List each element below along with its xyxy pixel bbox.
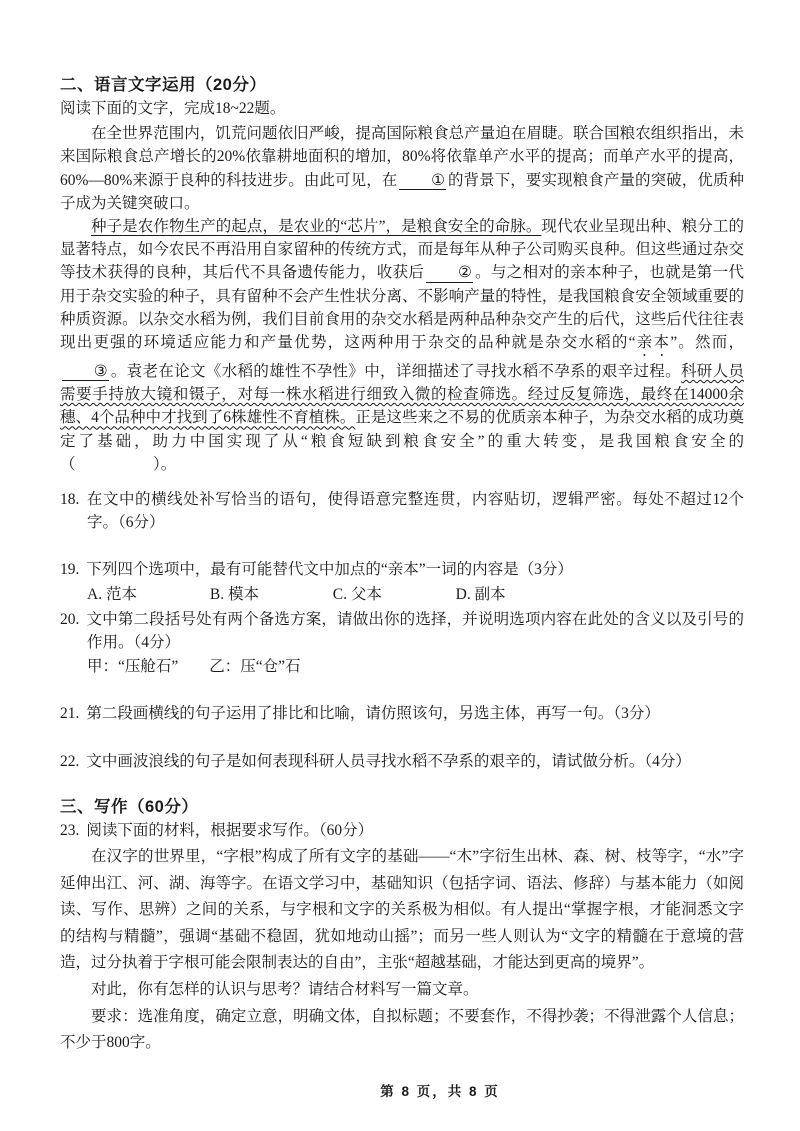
- material-paragraph-3: 要求：选准角度，确定立意，明确文体，自拟标题；不要套作，不得抄袭；不得泄露个人信息；不少于800字。: [60, 1007, 744, 1052]
- question-23: [60, 819, 744, 842]
- question-text: 阅读下面的材料，根据要求写作。（60分）: [86, 821, 374, 839]
- question-number: 18.: [60, 491, 80, 509]
- question-text: 第二段画横线的句子运用了排比和比喻，请仿照该句，另选主体，再写一句。（3分）: [86, 705, 660, 723]
- question-19: [60, 558, 744, 605]
- question-19-options: [87, 583, 744, 606]
- material-paragraph-2: 对此，你有怎样的认识与思考？请结合材料写一篇文章。: [91, 981, 479, 999]
- section-writing-title: 三、写作（60分）: [60, 797, 199, 816]
- section-language-title: 二、语言文字运用（20分）: [60, 76, 267, 94]
- question-21: [60, 702, 744, 725]
- option-a: A. 范本: [87, 585, 137, 603]
- question-number: 19.: [60, 561, 80, 579]
- question-20-choices: 甲：“压舱石” 乙：压“仓”石: [87, 658, 301, 676]
- option-c: C. 父本: [332, 585, 382, 603]
- question-text: 在文中的横线处补写恰当的语句，使得语意完整连贯，内容贴切，逻辑严密。每处不超过12个字。（6分）: [86, 491, 744, 532]
- page-footer: 第 8 页，共 8 页: [380, 1084, 500, 1099]
- question-20: [60, 608, 744, 679]
- passage-paragraph-2: 种子是农作物生产的起点，是农业的“芯片”，是粮食安全的命脉。现代农业呈现出种、粮分工的显著特点，如今农民不再沿用自家留种的传统方式，而是每年从种子公司购买良种。但这些通过杂交等技术获得的良种，其后代不具备遗传能力，收获后 ② 。与之相对的亲本种子，也就是第一代用于杂交实验的种子，具有留种不会产生性状分离、不影响产量的特性，是我国粮食安全领域重要的种质资源。以杂交水稻为例，我们目前食用的杂交水稻是两种品种杂交产生的后代，这些后代往往表现出更强的环境适应能力和产量优势，这两种用于杂交的品种就是杂交水稻的“亲本”。然而，③ 。袁老在论文《水稻的雄性不孕性》中，详细描述了寻找水稻不孕系的艰辛过程。科研人员需要手持放大镜和镊子，对每一株水稻进行细致入微的检查筛选。经过反复筛选，最终在14000余穗、4个品种中才找到了6株雄性不育植株。正是这些来之不易的优质亲本种子，为杂交水稻的成功奠定了基础，助力中国实现了从“粮食短缺到粮食安全”的重大转变，是我国粮食安全的（ ）。: [60, 218, 744, 473]
- material-paragraph-1: 在汉字的世界里，“字根”构成了所有文字的基础——“木”字衍生出林、森、树、枝等字，“水”字延伸出江、河、湖、海等字。在语文学习中，基础知识（包括字词、语法、修辞）与基本能力（如阅读、写作、思辨）之间的关系，与字根和文字的关系极为相似。有人提出“掌握字根，才能洞悉文字的结构与精髓”，强调“基础不稳固，犹如地动山摇”；而另一些人则认为“文字的精髓在于意境的营造，过分执着于字根可能会限制表达的自由”，主张“超越基础，才能达到更高的境界”。: [60, 848, 744, 972]
- passage-paragraph-1: 在全世界范围内，饥荒问题依旧严峻，提高国际粮食总产量迫在眉睫。联合国粮农组织指出，未来国际粮食总产增长的20%依靠耕地面积的增加，80%将依靠单产水平的提高；而单产水平的提高，60%—80%来源于良种的科技进步。由此可见，在 ① 的背景下，要实现粮食产量的突破，优质种子成为关键突破口。: [60, 125, 744, 212]
- question-22: [60, 750, 744, 773]
- question-text: 文中第二段括号处有两个备选方案，请做出你的选择，并说明选项内容在此处的含义以及引号的作用。（4分）: [86, 610, 744, 652]
- question-text: 文中画波浪线的句子是如何表现科研人员寻找水稻不孕系的艰辛的，请试做分析。（4分）: [86, 752, 691, 770]
- question-number: 23.: [60, 821, 80, 839]
- question-text: 下列四个选项中，最有可能替代文中加点的“亲本”一词的内容是（3分）: [86, 561, 573, 579]
- option-d: D. 副本: [455, 585, 506, 603]
- option-b: B. 模本: [209, 585, 259, 603]
- question-18: [60, 488, 744, 534]
- question-number: 20.: [60, 610, 80, 628]
- passage-intro: 阅读下面的文字，完成18~22题。: [60, 100, 286, 117]
- question-number: 22.: [60, 752, 80, 770]
- question-number: 21.: [60, 705, 80, 723]
